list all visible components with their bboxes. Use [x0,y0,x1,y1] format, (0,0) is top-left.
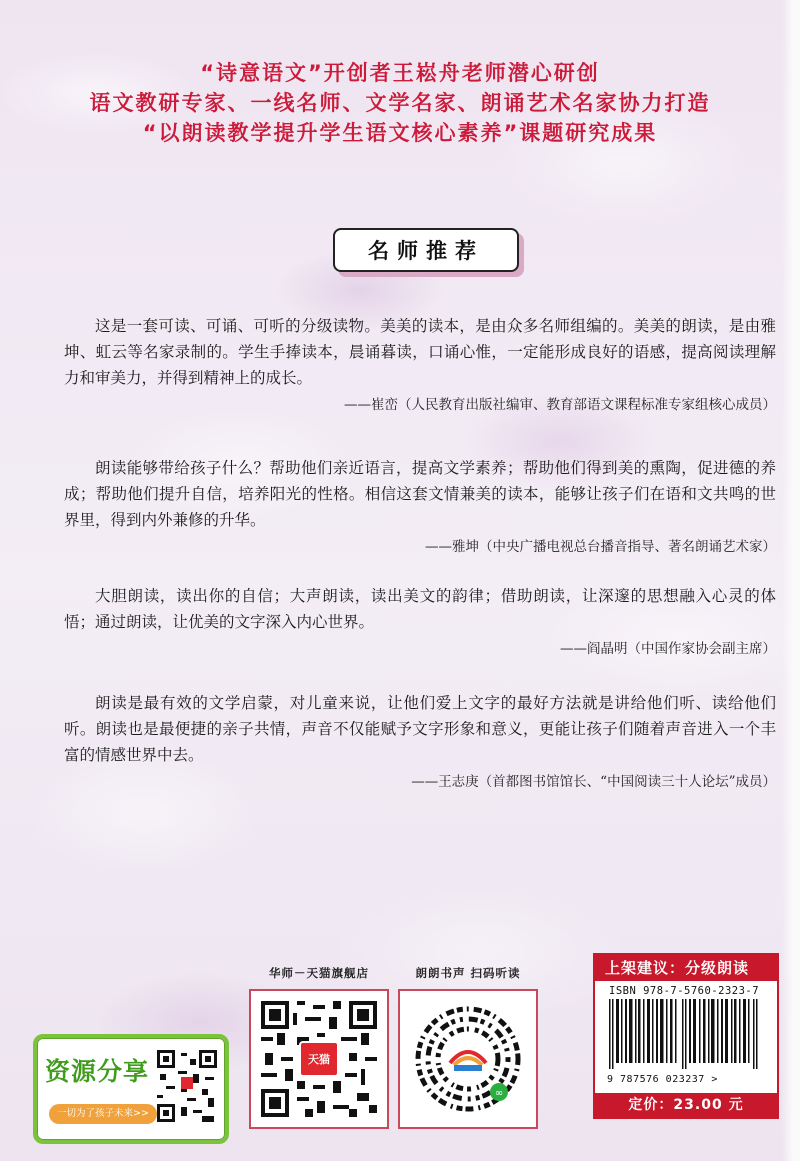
share-qr-icon [157,1050,217,1122]
recommendation-cite: ——崔峦（人民教育出版社编审、教育部语文课程标准专家组核心成员） [344,397,776,413]
listen-qr-frame[interactable] [398,989,538,1129]
recommendation-text: 朗读能够带给孩子什么？帮助他们亲近语言，提高文学素养；帮助他们得到美的熏陶，促进德的养成；帮助他们提升自信，培养阳光的性格。相信这套文情兼美的读本，能够让孩子们在语和文共鸣的世界里，得到内外兼修的升华。 [64,459,776,529]
recommendation-cite: ——王志庚（首都图书馆馆长、“中国阅读三十人论坛”成员） [411,774,776,790]
barcode-digits: 9 787576 023237 > [607,1074,718,1085]
listen-qr-group [398,965,538,1129]
mini-program-code-icon [410,1001,526,1117]
page-edge [782,0,800,1161]
header-line-2: 语文教研专家、一线名师、文学名家、朗诵艺术名家协力打造 [89,91,711,115]
recommendation-text: 这是一套可读、可诵、可听的分级读物。美美的读本，是由众多名师组编的。美美的朗读，是由雅坤、虹云等名家录制的。学生手捧读本，晨诵暮读，口诵心惟，一定能形成良好的语感，提高阅读理解力和审美力，并得到精神上的成长。 [64,317,776,387]
recommendation-cite: ——阎晶明（中国作家协会副主席） [560,641,776,657]
share-subtitle: 一切为了孩子未来>> [49,1104,157,1124]
header-block [0,58,800,148]
header-line-3: “以朗读教学提升学生语文核心素养”课题研究成果 [142,121,658,145]
recommendation-2 [64,455,776,559]
section-badge: 名师推荐 [333,228,519,272]
recommendation-4 [64,690,776,794]
recommendation-cite: ——雅坤（中央广播电视总台播音指导、著名朗诵艺术家） [425,539,776,555]
header-line-1: “诗意语文”开创者王崧舟老师潜心研创 [200,61,600,85]
tmall-qr-group [249,965,389,1129]
barcode-icon [595,999,777,1073]
recommendation-3 [64,583,776,661]
tmall-logo-icon: 天猫 [299,1041,339,1077]
recommendation-text: 大胆朗读，读出你的自信；大声朗读，读出美文的韵律；借助朗读，让深邃的思想融入心灵的体悟；通过朗读，让优美的文字深入内心世界。 [64,587,776,631]
isbn-label: ISBN 978-7-5760-2323-7 [609,985,760,997]
barcode-box [593,953,779,1119]
recommendation-1 [64,313,776,417]
resource-share-badge[interactable] [33,1034,229,1144]
recommendation-text: 朗读是最有效的文学启蒙，对儿童来说，让他们爱上文字的最好方法就是讲给他们听、读给他们听。朗读也是最便捷的亲子共情，声音不仅能赋予文字形象和意义，更能让孩子们随着声音进入一个丰富的情感世界中去。 [64,694,776,764]
price-label: 定价：23.00 元 [595,1093,777,1117]
tmall-qr-label: 华师－天猫旗舰店 [269,966,369,980]
listen-qr-label: 朗朗书声 扫码听读 [415,966,521,980]
qr-code-icon [261,1001,377,1117]
tmall-qr-frame[interactable] [249,989,389,1129]
share-title: 资源分享 [45,1057,150,1086]
svg-text:∞: ∞ [494,1088,504,1099]
shelf-suggestion: 上架建议：分级朗读 [595,955,777,981]
